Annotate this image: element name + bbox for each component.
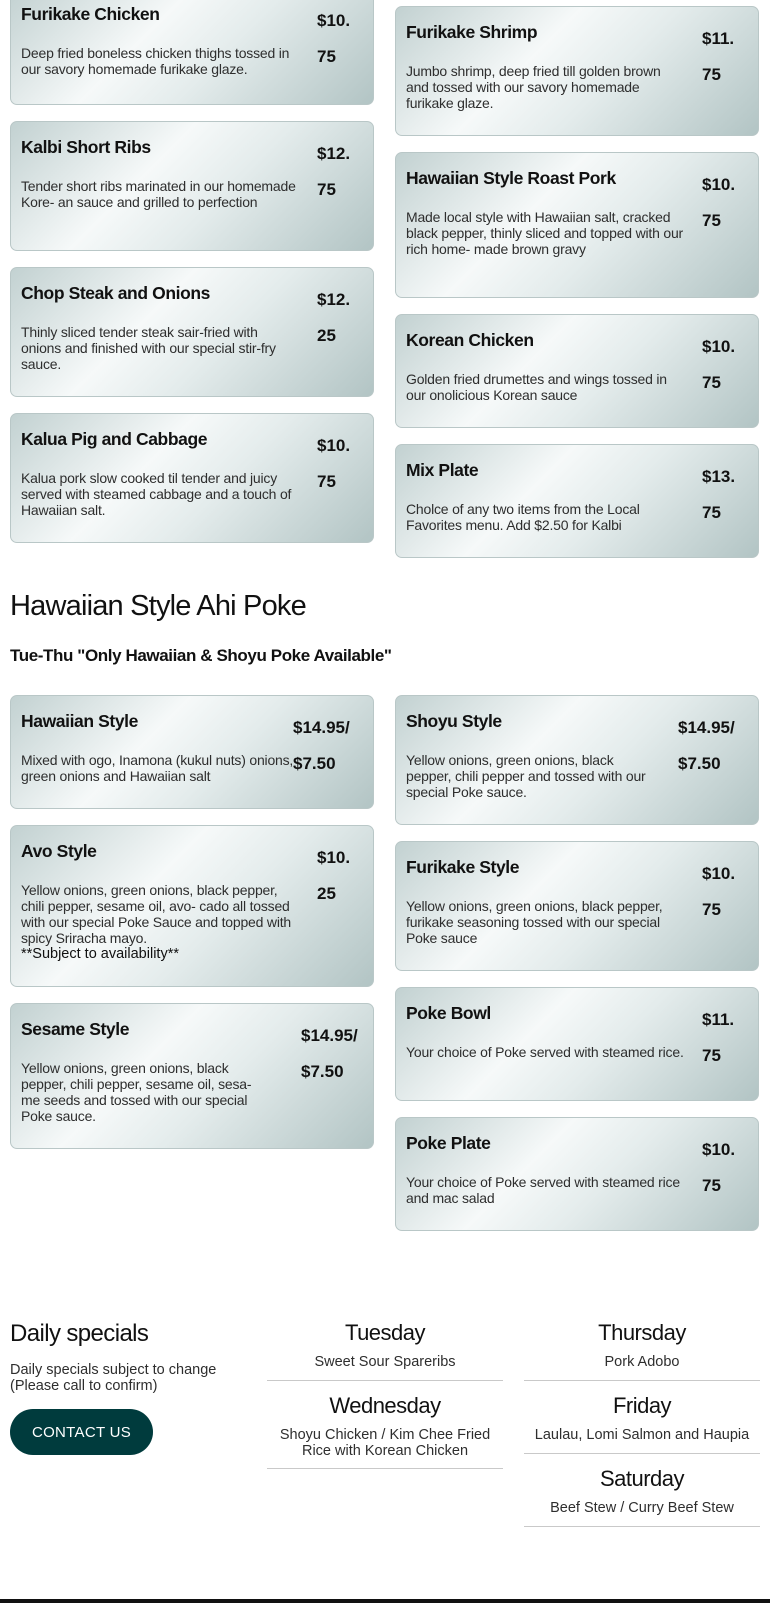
specials-note: Daily specials subject to change (Please call to confirm) [10, 1362, 217, 1394]
item-description: Jumbo shrimp, deep fried till golden brown and tossed with our savory homemade furikake glaze. [406, 63, 661, 111]
item-price: $14.95/ $7.50 [301, 1026, 358, 1081]
menu-card [10, 267, 374, 397]
menu-card [395, 314, 759, 428]
item-description: Yellow onions, green onions, black pepper, chili pepper, sesame oil, avo- cado all tossed with our special Poke Sauce and topped with spicy Sriracha mayo. [21, 882, 292, 946]
day-name: Wednesday [329, 1393, 441, 1418]
menu-card [10, 825, 374, 987]
availability-note: **Subject to availability** [21, 946, 179, 962]
menu-card [395, 152, 759, 298]
item-price: $12.25 [317, 290, 351, 345]
item-name: Mix Plate [406, 460, 479, 480]
item-price: $14.95/$7.50 [293, 718, 350, 773]
item-name: Chop Steak and Onions [21, 283, 210, 303]
item-price: $12.75 [317, 144, 351, 199]
item-name: Sesame Style [21, 1019, 130, 1039]
item-name: Avo Style [21, 841, 97, 861]
item-price: $10.75 [317, 11, 351, 66]
menu-card [10, 413, 374, 543]
day-special: Sweet Sour Spareribs [314, 1354, 456, 1370]
menu-card [395, 987, 759, 1101]
item-name: Hawaiian Style [21, 711, 138, 731]
poke-right-column [395, 695, 759, 1247]
item-description: Kalua pork slow cooked til tender and juicy served with steamed cabbage and a touch of Hawaiian salt. [21, 470, 292, 518]
day-name: Tuesday [344, 1320, 426, 1345]
item-price: $10.75 [317, 436, 351, 491]
item-name: Kalua Pig and Cabbage [21, 429, 208, 449]
day-name: Thursday [598, 1320, 686, 1345]
item-name: Furikake Chicken [21, 4, 160, 24]
specials-title: Daily specials [10, 1320, 149, 1347]
day-special: Beef Stew / Curry Beef Stew [550, 1500, 734, 1516]
day-name: Friday [612, 1393, 672, 1418]
item-name: Kalbi Short Ribs [21, 137, 151, 157]
day-special: Shoyu Chicken / Kim Chee Fried Rice with Korean Chicken [279, 1427, 491, 1459]
special-friday [524, 1391, 760, 1454]
menu-card [395, 695, 759, 825]
item-description: Yellow onions, green onions, black pepper, furikake seasoning tossed with our special Poke sauce [406, 898, 663, 946]
item-name: Furikake Shrimp [406, 22, 538, 42]
item-price: $11.75 [702, 29, 735, 84]
specials-day-column-2 [524, 1318, 760, 1537]
menu-card [395, 444, 759, 558]
item-description: Cholce of any two items from the Local Favorites menu. Add $2.50 for Kalbi [406, 501, 640, 533]
item-description: Thinly sliced tender steak sair-fried with onions and finished with our special stir-fry sauce. [21, 324, 276, 372]
special-thursday [524, 1318, 760, 1381]
item-price: $10.75 [702, 1140, 736, 1195]
menu-card [10, 121, 374, 251]
menu-card [10, 0, 374, 105]
item-description: Made local style with Hawaiian salt, cracked black pepper, thinly sliced and topped with our rich home- made brown gravy [406, 209, 684, 257]
menu-card [395, 841, 759, 971]
specials-day-column-1 [267, 1318, 503, 1479]
day-special: Laulau, Lomi Salmon and Haupia [534, 1427, 750, 1443]
item-price: $10.75 [702, 175, 736, 230]
menu-card [395, 6, 759, 136]
footer-divider [0, 1599, 770, 1603]
menu-card [395, 1117, 759, 1231]
item-description: Yellow onions, green onions, black pepper, chili pepper and tossed with our special Poke sauce. [406, 752, 646, 800]
item-price: $10.25 [317, 848, 351, 903]
day-special: Pork Adobo [604, 1354, 680, 1370]
item-description: Golden fried drumettes and wings tossed in our onolicious Korean sauce [406, 371, 667, 403]
special-tuesday [267, 1318, 503, 1381]
section-title: Hawaiian Style Ahi Poke [10, 590, 306, 622]
item-description: Your choice of Poke served with steamed rice and mac salad [406, 1174, 680, 1206]
special-saturday [524, 1464, 760, 1527]
item-description: Yellow onions, green onions, black pepper, chili pepper, sesame oil, sesa- me seeds and tossed with our special Poke sauce. [21, 1060, 252, 1124]
item-description: Deep fried boneless chicken thighs tossed in our savory homemade furikake glaze. [21, 45, 290, 77]
favorites-right-column [395, 6, 759, 574]
item-price: $10.75 [702, 337, 736, 392]
menu-card [10, 1003, 374, 1149]
item-description: Mixed with ogo, Inamona (kukul nuts) onions, green onions and Hawaiian salt [21, 752, 294, 784]
section-subtitle: Tue-Thu "Only Hawaiian & Shoyu Poke Available" [10, 646, 392, 665]
special-wednesday [267, 1391, 503, 1469]
item-name: Poke Plate [406, 1133, 491, 1153]
day-name: Saturday [599, 1466, 685, 1491]
poke-left-column [10, 695, 374, 1165]
favorites-left-column [10, 0, 374, 559]
item-price: $14.95/$7.50 [678, 718, 735, 773]
item-name: Furikake Style [406, 857, 520, 877]
item-description: Your choice of Poke served with steamed rice. [406, 1044, 684, 1060]
item-price: $13.75 [702, 467, 736, 522]
item-price: $11.75 [702, 1010, 735, 1065]
item-name: Poke Bowl [406, 1003, 491, 1023]
item-name: Hawaiian Style Roast Pork [406, 168, 616, 188]
contact-us-button[interactable]: CONTACT US [10, 1409, 153, 1455]
item-price: $10.75 [702, 864, 736, 919]
item-name: Korean Chicken [406, 330, 534, 350]
menu-card [10, 695, 374, 809]
item-description: Tender short ribs marinated in our homemade Kore- an sauce and grilled to perfection [21, 178, 296, 210]
item-name: Shoyu Style [406, 711, 502, 731]
